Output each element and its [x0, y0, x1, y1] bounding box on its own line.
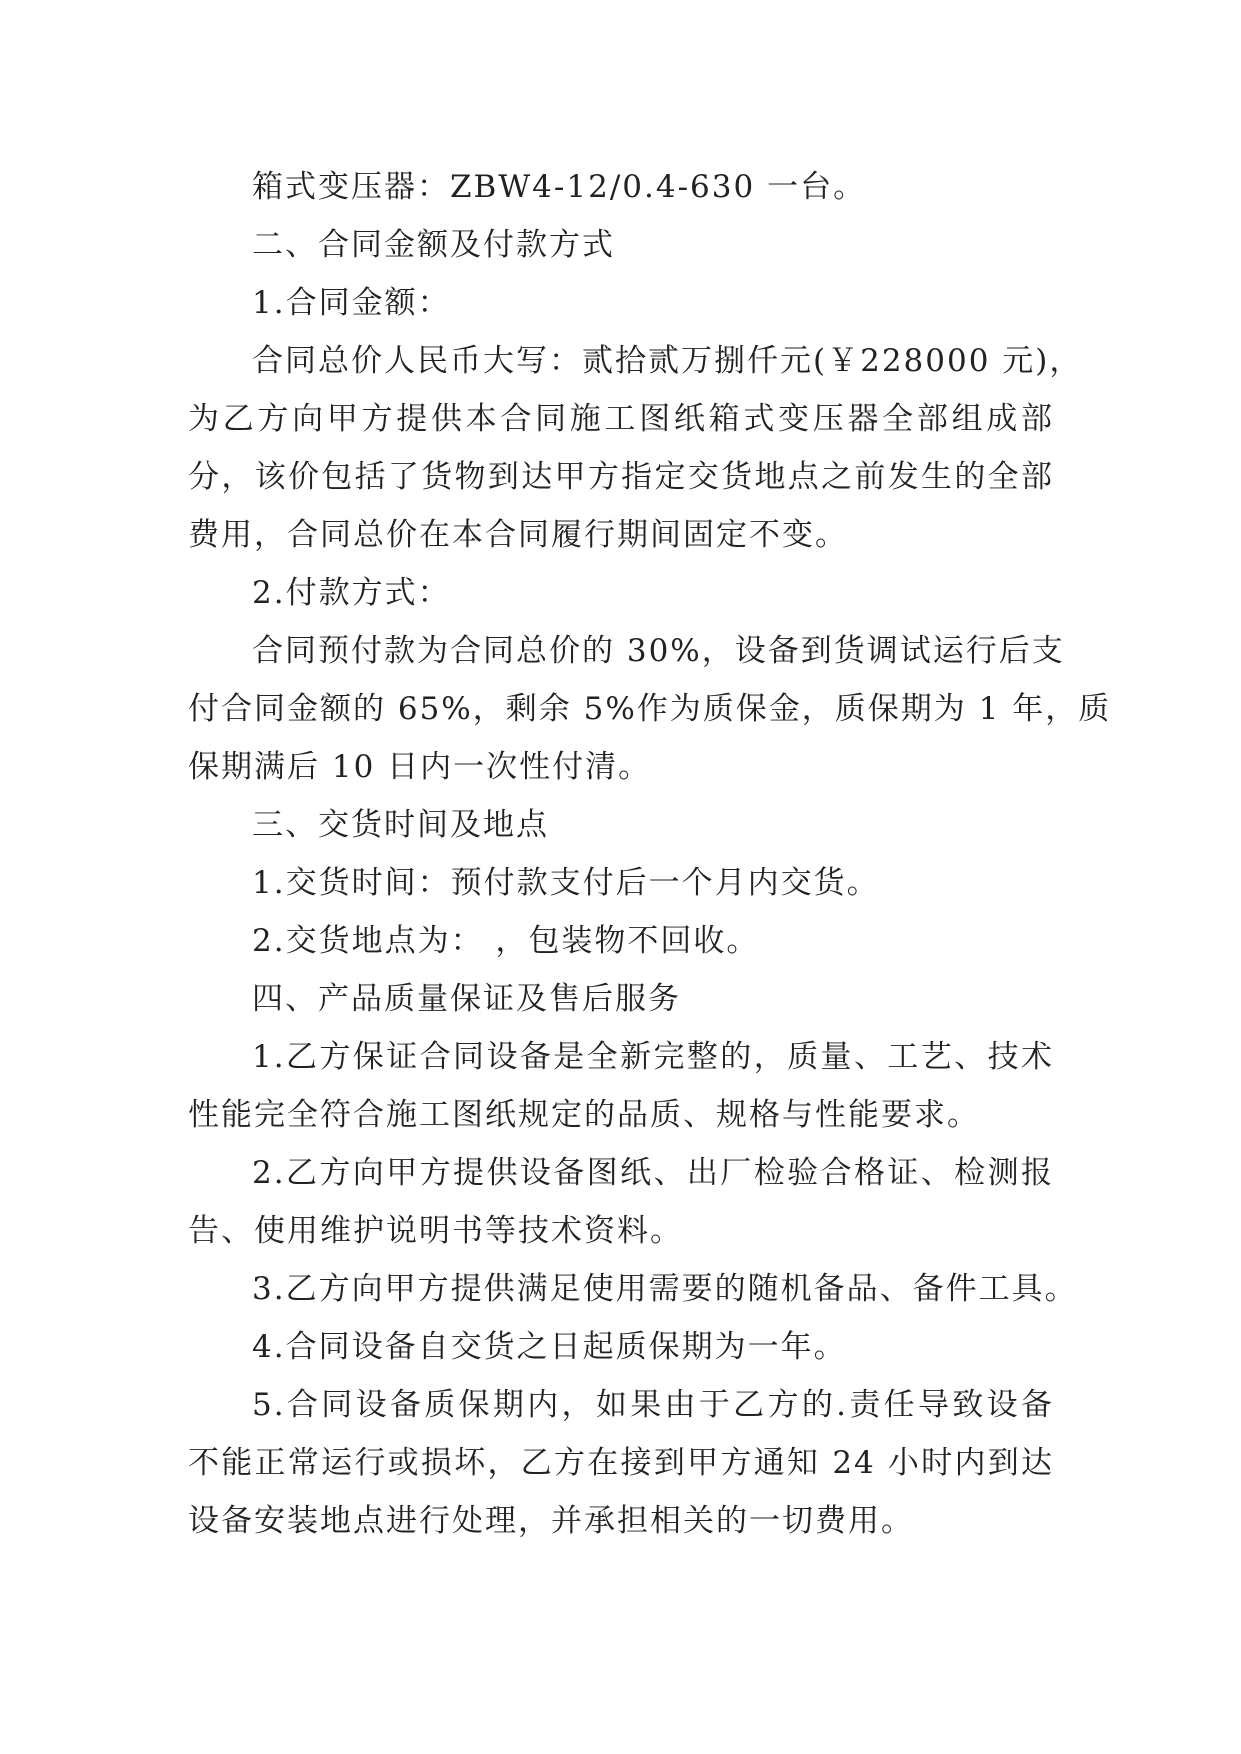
document-line: 1.合同金额：: [252, 285, 451, 321]
document-line: 付合同金额的 65%，剩余 5%作为质保金，质保期为 1 年，质: [188, 691, 1112, 727]
document-line: 性能完全符合施工图纸规定的品质、规格与性能要求。: [188, 1097, 980, 1133]
document-line: 设备安装地点进行处理，并承担相关的一切费用。: [188, 1503, 914, 1539]
document-line: 4.合同设备自交货之日起质保期为一年。: [252, 1329, 847, 1365]
document-line: 告、使用维护说明书等技术资料。: [188, 1213, 683, 1249]
document-line: 2.交货地点为： ，包装物不回收。: [252, 923, 760, 959]
document-line: 2.乙方向甲方提供设备图纸、出厂检验合格证、检测报: [252, 1155, 1054, 1191]
document-line: 合同总价人民币大写：贰拾贰万捌仟元(￥228000 元)，: [252, 343, 1083, 379]
document-body: [188, 158, 1112, 1550]
document-line: 为乙方向甲方提供本合同施工图纸箱式变压器全部组成部: [188, 401, 1054, 437]
document-line: 合同预付款为合同总价的 30%，设备到货调试运行后支: [252, 633, 1065, 669]
document-line: 费用，合同总价在本合同履行期间固定不变。: [188, 517, 848, 553]
document-line: 箱式变压器：ZBW4-12/0.4-630 一台。: [252, 169, 867, 205]
document-line: 1.乙方保证合同设备是全新完整的，质量、工艺、技术: [252, 1039, 1054, 1075]
document-line: 5.合同设备质保期内，如果由于乙方的.责任导致设备: [252, 1387, 1054, 1423]
document-line: 二、合同金额及付款方式: [252, 227, 615, 263]
document-line: 保期满后 10 日内一次性付清。: [188, 749, 652, 785]
document-line: 3.乙方向甲方提供满足使用需要的随机备品、备件工具。: [252, 1271, 1078, 1307]
document-line: 三、交货时间及地点: [252, 807, 549, 843]
document-line: 1.交货时间：预付款支付后一个月内交货。: [252, 865, 880, 901]
document-line: 2.付款方式：: [252, 575, 451, 611]
document-line: 不能正常运行或损坏，乙方在接到甲方通知 24 小时内到达: [188, 1445, 1054, 1481]
document-line: 分，该价包括了货物到达甲方指定交货地点之前发生的全部: [188, 459, 1054, 495]
document-line: 四、产品质量保证及售后服务: [252, 981, 681, 1017]
